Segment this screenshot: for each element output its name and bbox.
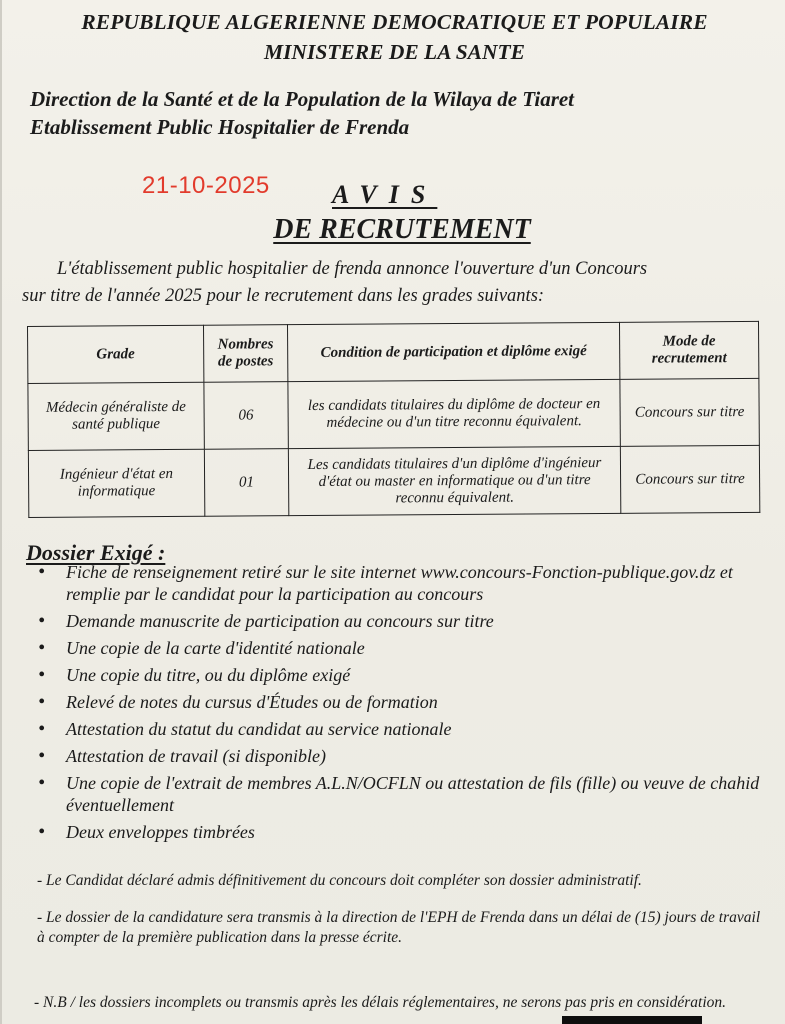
- title-recrutement: DE RECRUTEMENT: [273, 214, 531, 245]
- direction-line: Direction de la Santé et de la Population de la Wilaya de Tiaret: [30, 87, 575, 111]
- note-nb: - N.B / les dossiers incomplets ou transmis après les délais réglementaires, ne serons pas pris en considération.: [34, 994, 727, 1011]
- cell-mode: Concours sur titre: [620, 445, 759, 513]
- table-row: [28, 378, 759, 450]
- scan-artifact-bar: [562, 1016, 702, 1024]
- list-item: • Attestation du statut du candidat au service nationale: [38, 718, 783, 740]
- note-admis: - Le Candidat déclaré admis définitivement du concours doit compléter son dossier administratif.: [37, 872, 642, 889]
- col-grade-header: Grade: [28, 325, 204, 383]
- header-republic: REPUBLIQUE ALGERIENNE DEMOCRATIQUE ET POPULAIRE: [81, 10, 708, 34]
- intro-line-2: sur titre de l'année 2025 pour le recrutement dans les grades suivants:: [22, 286, 545, 306]
- cell-grade: Ingénieur d'état en informatique: [28, 449, 204, 517]
- list-item: • Deux enveloppes timbrées: [38, 821, 783, 843]
- table-row: [28, 445, 759, 517]
- cell-mode: Concours sur titre: [620, 378, 759, 446]
- table-header-row: [28, 321, 759, 383]
- col-mode-header: Mode de recrutement: [619, 321, 758, 379]
- col-condition-header: Condition de participation et diplôme exigé: [288, 322, 620, 381]
- cell-postes: 06: [204, 382, 289, 450]
- stamp-date: 21-10-2025: [142, 172, 270, 199]
- note-delai: - Le dossier de la candidature sera transmis à la direction de l'EPH de Frenda dans un délai de (15) jours de travail à compter de la première publication dans la presse écrite.: [37, 909, 761, 946]
- intro-line-1: L'établissement public hospitalier de frenda annonce l'ouverture d'un Concours: [57, 259, 648, 279]
- list-item: • Attestation de travail (si disponible): [38, 745, 783, 767]
- list-item: • Une copie de la carte d'identité nationale: [38, 637, 783, 659]
- list-item: • Une copie du titre, ou du diplôme exigé: [38, 664, 783, 686]
- dossier-title: Dossier Exigé :: [26, 540, 166, 565]
- list-item: • Demande manuscrite de participation au concours sur titre: [38, 610, 783, 632]
- list-item: • Relevé de notes du cursus d'Études ou de formation: [38, 691, 783, 713]
- cell-condition: Les candidats titulaires d'un diplôme d'ingénieur d'état ou master en informatique ou d'un titre reconnu équivalent.: [288, 446, 620, 515]
- title-avis: AVIS: [332, 180, 438, 209]
- cell-postes: 01: [204, 449, 289, 517]
- list-item: • Une copie de l'extrait de membres A.L.N/OCFLN ou attestation de fils (fille) ou veuve de chahid éventuellement: [38, 772, 783, 816]
- list-item: • Fiche de renseignement retiré sur le site internet www.concours-Fonction-publique.gov.dz et remplie par le candidat pour la participation au concours: [38, 561, 783, 605]
- dossier-list: [38, 561, 783, 848]
- col-postes-header: Nombres de postes: [203, 325, 288, 383]
- header-ministry: MINISTERE DE LA SANTE: [263, 40, 526, 64]
- positions-table: [27, 321, 760, 518]
- establishment-line: Etablissement Public Hospitalier de Frenda: [30, 115, 410, 139]
- cell-grade: Médecin généraliste de santé publique: [28, 382, 204, 450]
- cell-condition: les candidats titulaires du diplôme de docteur en médecine ou d'un titre reconnu équivalent.: [288, 379, 620, 448]
